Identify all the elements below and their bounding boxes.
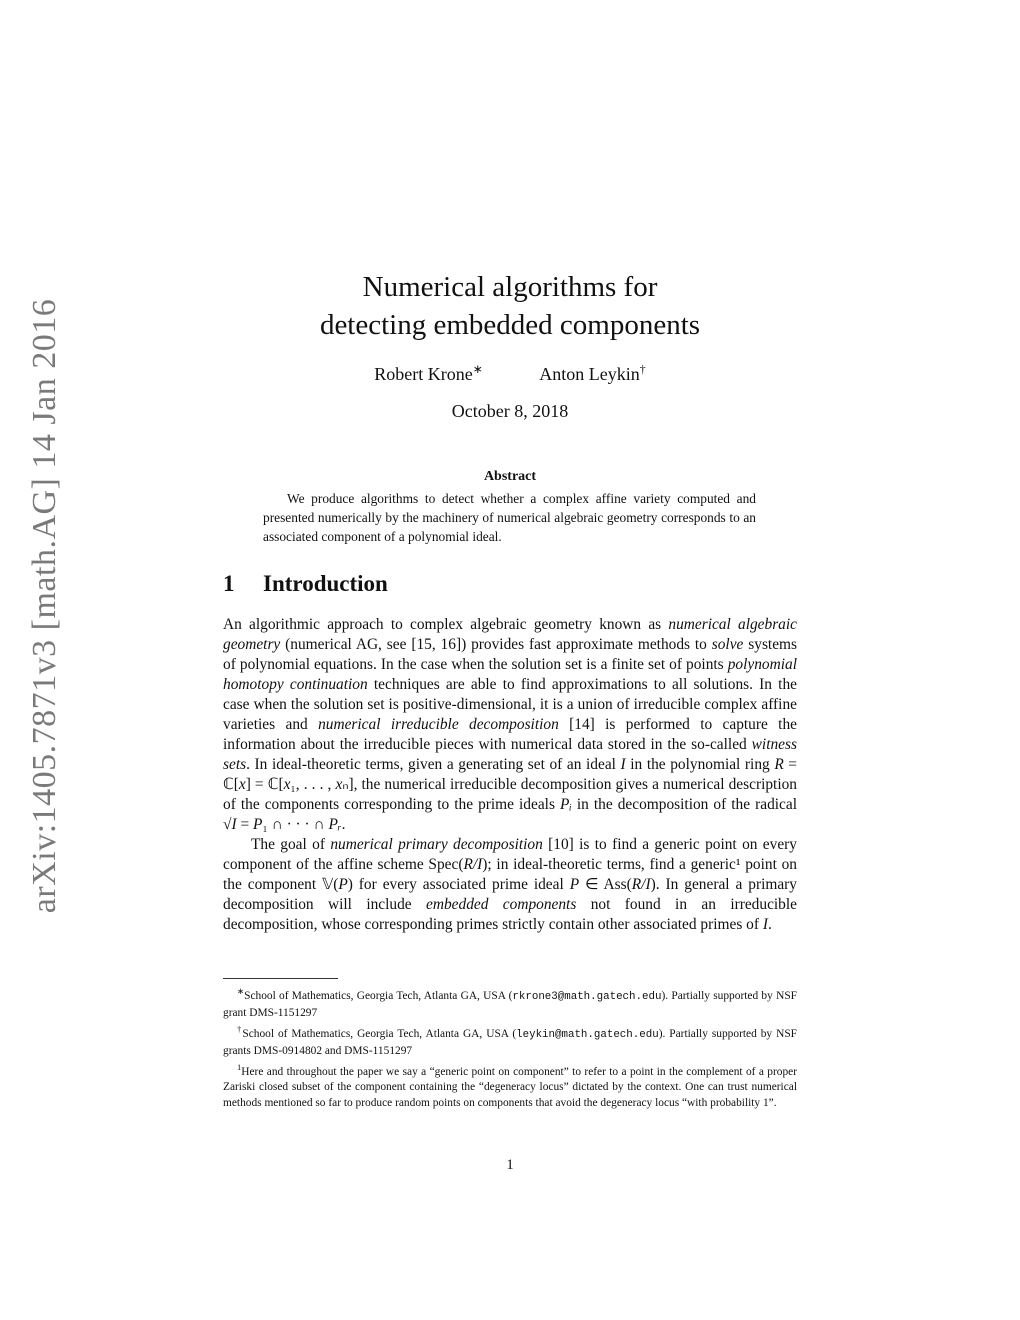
paragraph2-run: ) for every associated prime ideal	[347, 876, 570, 893]
paragraph2-run: not found in an irreducible decomposition, whose corresponding primes strictly contain other associated primes of	[223, 896, 797, 933]
paragraph2-run: ∈ Ass(	[579, 876, 632, 893]
arxiv-stamp-text: arXiv:1405.7871v3 [math.AG] 14 Jan 2016	[26, 298, 64, 914]
paragraph1-run: [14] is performed to capture the information about the irreducible pieces with numerical data stored in the so-called	[223, 716, 797, 753]
paragraph2-run: ); in ideal-theoretic terms, find a generic¹ point on the component 𝕍(	[223, 856, 798, 893]
paragraph1-run: I	[231, 816, 237, 833]
paragraph1-run: polynomial homotopy continuation	[223, 656, 797, 693]
paragraph1-run: ₁, . . . ,	[290, 776, 336, 793]
paragraph1-run: Pᵢ	[559, 796, 572, 813]
body-text	[223, 615, 797, 935]
footnote-2-text: School of Mathematics, Georgia Tech, Atlanta GA, USA (	[242, 1027, 517, 1040]
title-line-2: detecting embedded components	[319, 309, 701, 341]
paragraph2-run: .	[767, 916, 772, 933]
abstract-heading: Abstract	[483, 469, 537, 484]
paragraph1-run: witness sets	[223, 736, 797, 773]
author-1-mark: ∗	[472, 362, 483, 376]
paragraph1-run: in the decomposition of the radical √	[223, 796, 797, 833]
author-1-name: Robert Krone	[374, 364, 473, 384]
author-list	[200, 362, 820, 385]
footnote-2-mark: †	[237, 1023, 243, 1034]
paragraph1-run: Pᵣ	[328, 816, 342, 833]
author-2-mark: †	[639, 362, 646, 376]
footnote-1-email[interactable]: rkrone3@math.gatech.edu	[512, 990, 662, 1003]
paragraph1-run: R	[774, 756, 784, 773]
paragraph1-run: systems of polynomial equations. In the case when the solution set is a finite set of points	[223, 636, 797, 673]
author-2	[539, 362, 646, 385]
footnote-1-text: School of Mathematics, Georgia Tech, Atlanta GA, USA (	[244, 989, 513, 1002]
author-1	[374, 362, 483, 385]
paragraph1-run: solve	[711, 636, 744, 653]
paragraph1-run: techniques are able to find approximations to all solutions. In the case when the solution set is positive-dimensional, it is a union of irreducible complex affine varieties and	[223, 676, 797, 733]
footnote-2-tail: ). Partially supported by NSF grants DMS-0914802 and DMS-1151297	[223, 1027, 797, 1057]
paragraph1-run: (numerical AG, see [15, 16]) provides fast approximate methods to	[280, 636, 712, 653]
section-number: 1	[223, 571, 235, 596]
footnotes	[223, 983, 797, 1111]
paragraph2-run: The goal of	[251, 836, 331, 853]
page-number: 1	[506, 1157, 514, 1173]
paragraph1-run: ₁ ∩ · · · ∩	[262, 816, 329, 833]
footnote-3-text: Here and throughout the paper we say a “generic point on component” to refer to a point in the complement of a proper Zariski closed subset of the component containing the “degeneracy locus” dictated by the context. One can trust numerical methods mentioned so far to produce random points on components that avoid the degeneracy locus “with probability 1”.	[223, 1065, 797, 1110]
paragraph1-run: x	[335, 776, 343, 793]
paragraph1-run: ] = ℂ[	[245, 776, 284, 793]
arxiv-stamp	[24, 298, 66, 914]
paragraph2-run: P	[569, 876, 580, 893]
paragraph1-run: = ℂ[	[223, 756, 797, 793]
footnote-1-mark: ∗	[237, 986, 245, 996]
paragraph1-run: x	[238, 776, 246, 793]
paragraph2-run: [10] is to find a generic point on every component of the affine scheme Spec(	[223, 836, 797, 873]
paragraph2-run: R/I	[631, 876, 651, 893]
paragraph2-run: ). In general a primary decomposition will include	[223, 876, 797, 913]
paragraph1-run: I	[620, 756, 626, 773]
section-title: Introduction	[263, 571, 388, 596]
author-2-name: Anton Leykin	[539, 364, 640, 384]
footnote-2	[223, 1021, 797, 1059]
paragraph1-run: =	[236, 816, 253, 833]
paragraph1-run: x	[283, 776, 291, 793]
paper-date: October 8, 2018	[451, 401, 569, 421]
footnote-rule	[223, 978, 338, 979]
paragraph2-run: I	[762, 916, 768, 933]
footnote-2-email[interactable]: leykin@math.gatech.edu	[516, 1028, 659, 1041]
footnote-3-mark: 1	[237, 1061, 242, 1072]
paragraph-1	[223, 615, 797, 835]
paragraph1-run: ₙ], the numerical irreducible decomposition gives a numerical description of the components corresponding to the prime ideals	[223, 776, 798, 813]
footnote-3	[223, 1059, 797, 1112]
paragraph1-run: .	[341, 816, 346, 833]
paragraph2-run: numerical primary decomposition	[330, 836, 543, 853]
section-heading	[223, 571, 388, 597]
footnote-1-tail: ). Partially supported by NSF grant DMS-1151297	[223, 989, 797, 1019]
paragraph1-run: . In ideal-theoretic terms, given a generating set of an ideal	[246, 756, 621, 773]
paragraph2-run: P	[338, 876, 348, 893]
paper-title	[200, 268, 820, 344]
paragraph1-run: numerical irreducible decomposition	[318, 716, 559, 733]
paragraph1-run: numerical algebraic geometry	[223, 616, 797, 653]
title-line-1: Numerical algorithms for	[362, 271, 658, 303]
footnote-1	[223, 983, 797, 1021]
paragraph2-run: embedded components	[426, 896, 577, 913]
paragraph1-run: An algorithmic approach to complex algebraic geometry known as	[223, 616, 669, 633]
paragraph-2	[223, 835, 797, 935]
paragraph2-run: R/I	[463, 856, 483, 873]
paragraph1-run: P	[252, 816, 263, 833]
paragraph1-run: in the polynomial ring	[625, 756, 775, 773]
abstract-text: We produce algorithms to detect whether a complex affine variety computed and presented numerically by the machinery of numerical algebraic geometry corresponds to an associated component of a polynomial ideal.	[263, 491, 756, 544]
